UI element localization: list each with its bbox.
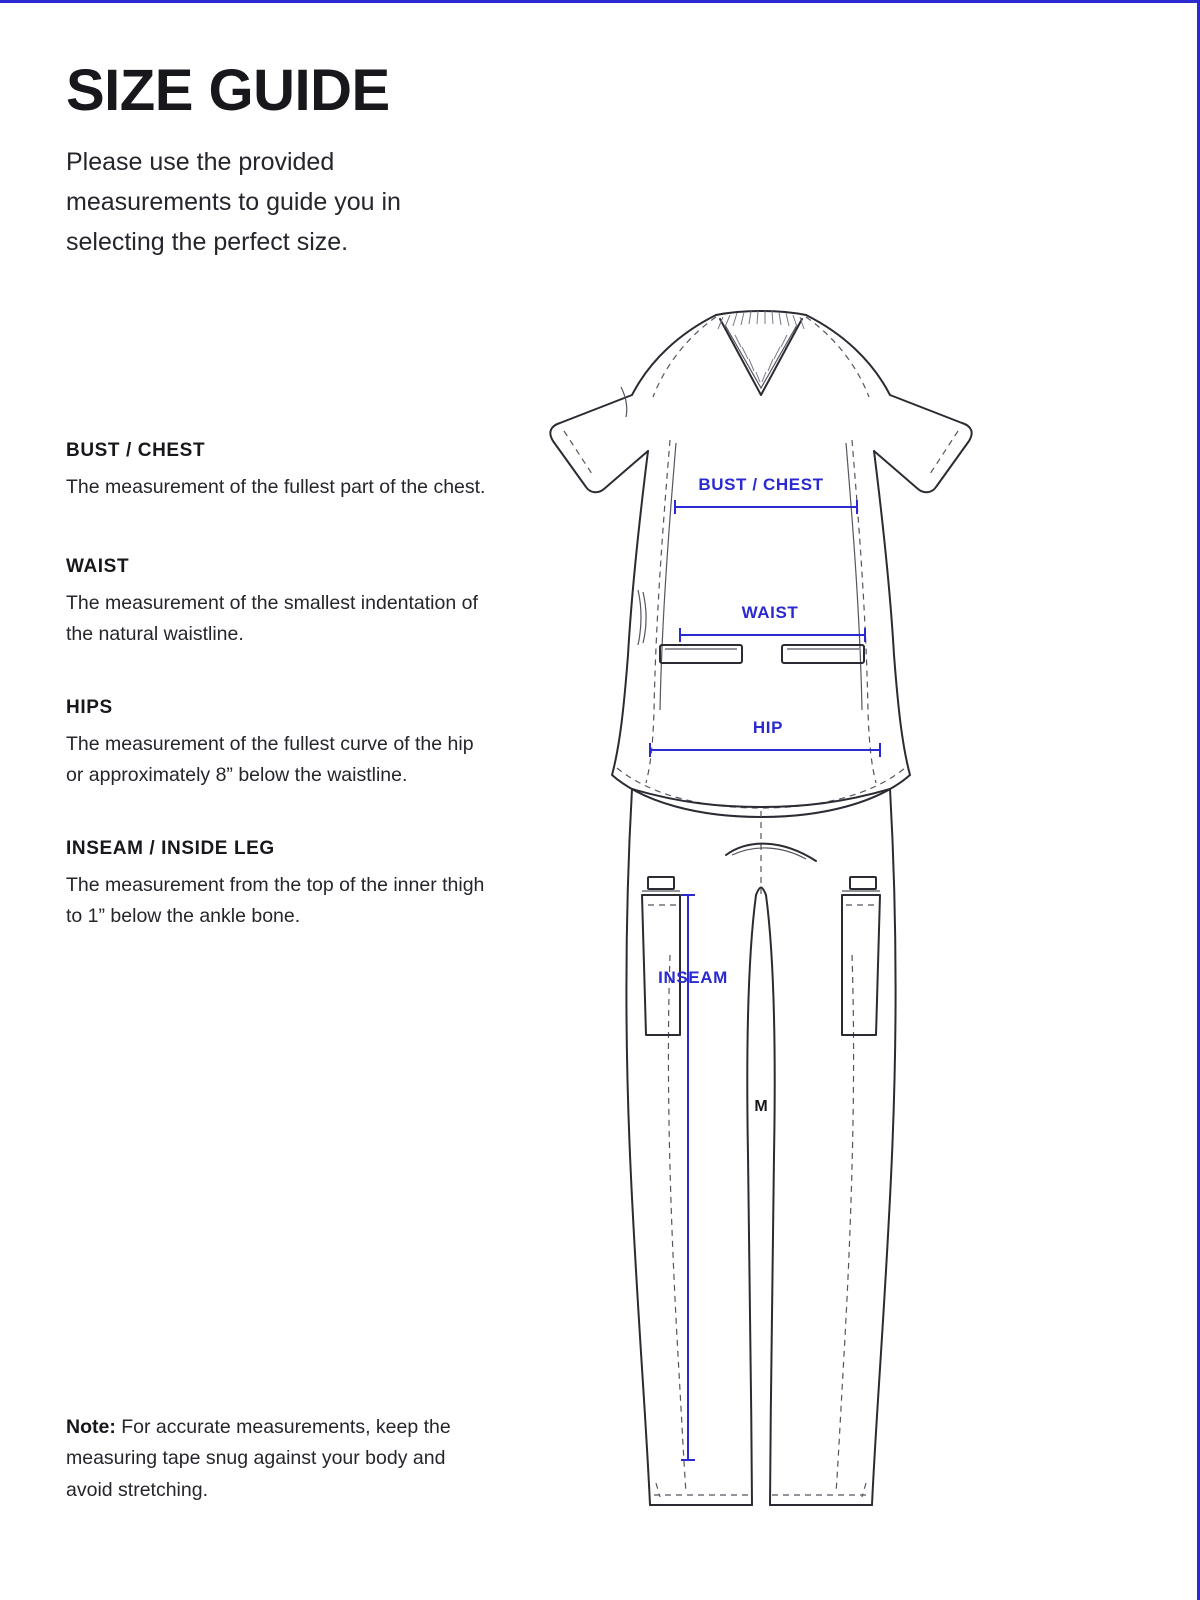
measurement-annotations: [650, 475, 880, 1460]
measurement-label-hip: HIP: [752, 718, 784, 737]
accuracy-note: [66, 1412, 466, 1507]
size-marker-label: M: [754, 1098, 768, 1115]
garment-illustration: [520, 255, 1060, 1545]
scrub-top-drawing: [550, 311, 971, 817]
definition-term: INSEAM / INSIDE LEG: [66, 837, 275, 859]
definition-inseam: [66, 838, 486, 933]
measurement-label-waist: WAIST: [741, 603, 799, 622]
definition-waist: [66, 556, 486, 651]
definition-term: HIPS: [66, 696, 113, 718]
page-intro: Please use the provided measurements to guide you in selecting the perfect size.: [66, 148, 401, 256]
page-header: [66, 58, 516, 262]
definition-term: WAIST: [66, 555, 130, 577]
definition-description: The measurement of the smallest indentation of the natural waistline.: [66, 591, 478, 646]
note-label: Note:: [66, 1415, 116, 1438]
measurement-label-inseam: INSEAM: [658, 968, 728, 987]
measurement-definitions: [66, 440, 486, 973]
scrub-pants-drawing: [626, 789, 895, 1505]
definition-description: The measurement of the fullest part of the chest.: [66, 476, 486, 498]
definition-bust-chest: [66, 440, 486, 504]
top-accent-rule: [0, 0, 1200, 3]
measurement-label-bust: BUST / CHEST: [698, 475, 824, 494]
definition-description: The measurement of the fullest curve of the hip or approximately 8” below the waistline.: [66, 732, 474, 787]
definition-hips: [66, 697, 486, 792]
definition-description: The measurement from the top of the inner thigh to 1” below the ankle bone.: [66, 873, 485, 928]
definition-term: BUST / CHEST: [66, 440, 206, 461]
page-title: SIZE GUIDE: [66, 58, 390, 123]
note-text: For accurate measurements, keep the measuring tape snug against your body and avoid stretching.: [66, 1415, 451, 1501]
